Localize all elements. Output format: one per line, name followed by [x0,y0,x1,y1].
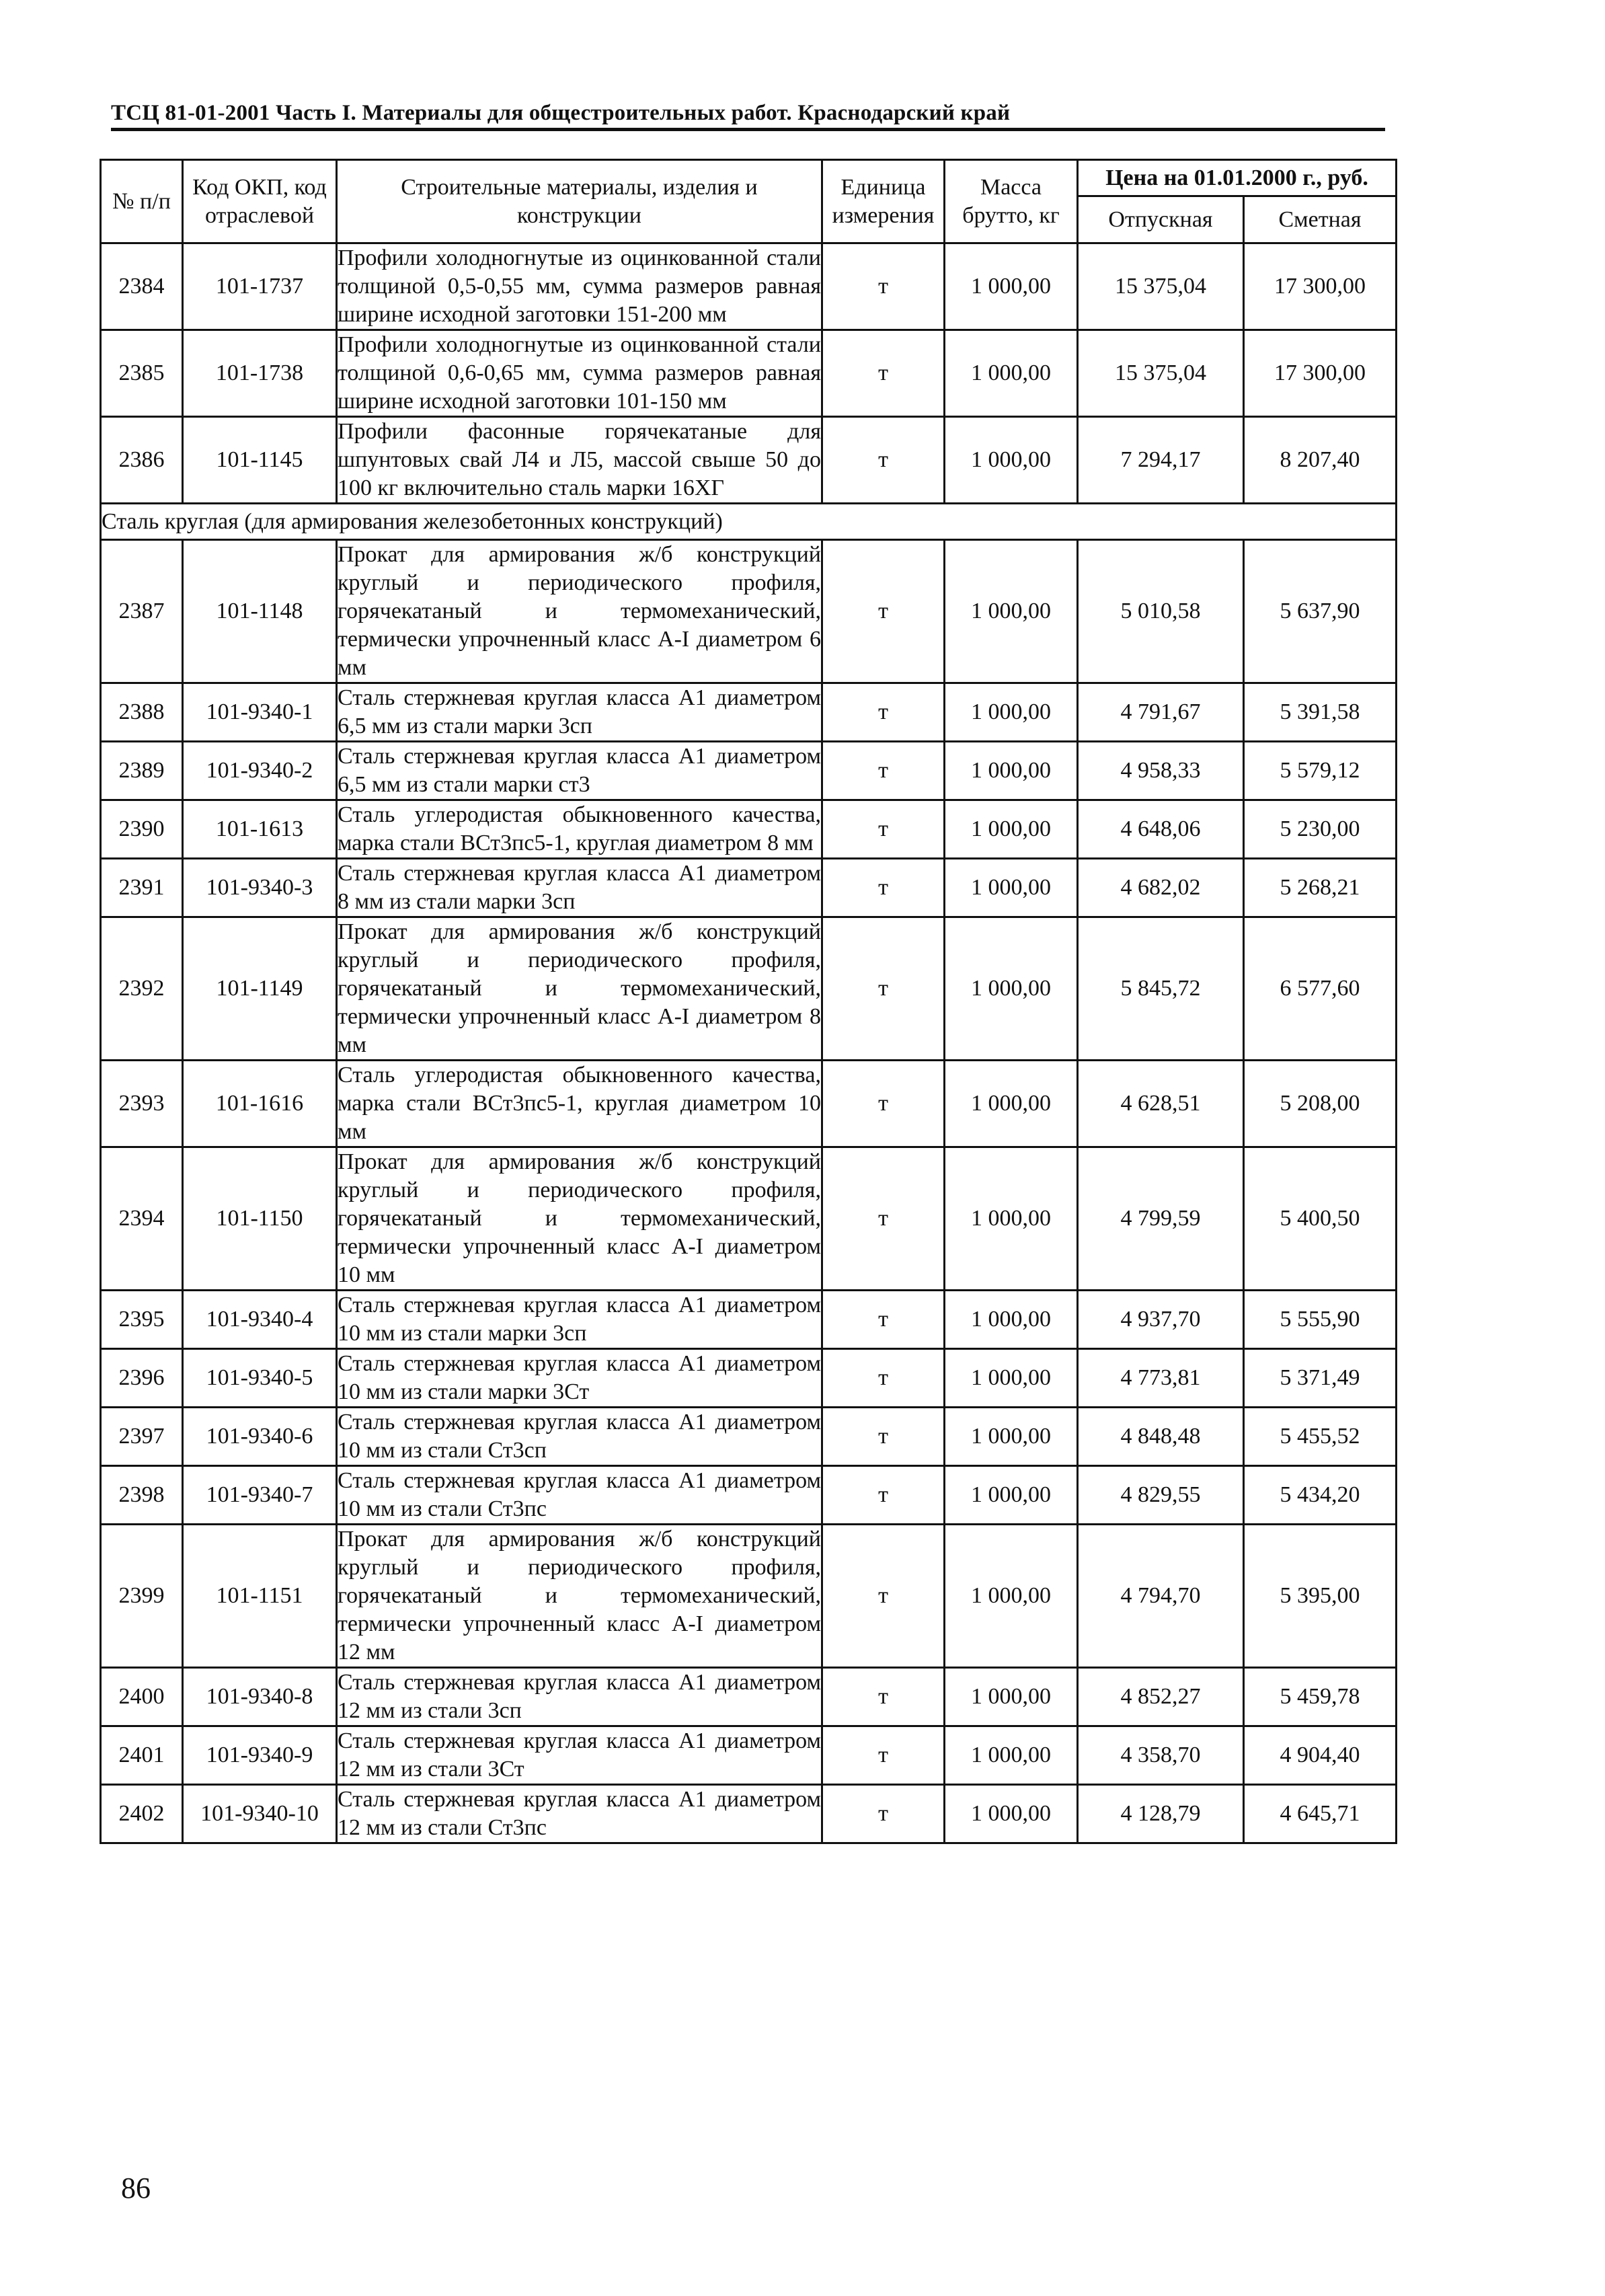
document-header-title: ТСЦ 81-01-2001 Часть I. Материалы для общестроительных работ. Краснодарский край [111,101,1011,125]
cell-num: 2397 [101,1408,183,1466]
cell-price-release: 4 799,59 [1078,1147,1244,1291]
cell-name: Сталь стержневая круглая класса А1 диаметром 6,5 мм из стали марки ст3 [337,742,822,800]
cell-num: 2384 [101,243,183,330]
cell-mass: 1 000,00 [945,742,1078,800]
cell-price-release: 4 848,48 [1078,1408,1244,1466]
cell-price-release: 5 845,72 [1078,917,1244,1061]
cell-price-estimate: 8 207,40 [1244,417,1397,504]
cell-price-estimate: 5 455,52 [1244,1408,1397,1466]
cell-price-estimate: 17 300,00 [1244,243,1397,330]
cell-name: Сталь углеродистая обыкновенного качества, марка стали ВСт3пс5-1, круглая диаметром 8 мм [337,800,822,859]
cell-unit: т [822,1668,945,1726]
cell-name: Профили холодногнутые из оцинкованной стали толщиной 0,6-0,65 мм, сумма размеров равная ширине исходной заготовки 101-150 мм [337,330,822,417]
cell-mass: 1 000,00 [945,1525,1078,1668]
col-header-name: Строительные материалы, изделия и конструкции [337,160,822,243]
cell-name: Профили холодногнутые из оцинкованной стали толщиной 0,5-0,55 мм, сумма размеров равная ширине исходной заготовки 151-200 мм [337,243,822,330]
cell-code: 101-1145 [183,417,337,504]
table-row [101,1525,1397,1668]
cell-num: 2396 [101,1349,183,1408]
cell-unit: т [822,1466,945,1525]
table-row [101,859,1397,917]
cell-mass: 1 000,00 [945,1466,1078,1525]
col-header-price-estimate: Сметная [1244,196,1397,243]
cell-mass: 1 000,00 [945,1349,1078,1408]
cell-code: 101-9340-6 [183,1408,337,1466]
cell-price-estimate: 5 208,00 [1244,1061,1397,1147]
cell-mass: 1 000,00 [945,1726,1078,1785]
cell-mass: 1 000,00 [945,1147,1078,1291]
table-row [101,1349,1397,1408]
table-row [101,683,1397,742]
cell-code: 101-9340-5 [183,1349,337,1408]
cell-mass: 1 000,00 [945,330,1078,417]
cell-price-estimate: 4 904,40 [1244,1726,1397,1785]
cell-name: Сталь стержневая круглая класса А1 диаметром 8 мм из стали марки 3сп [337,859,822,917]
cell-name: Прокат для армирования ж/б конструкций круглый и периодического профиля, горячекатаный и термомеханический, термически упрочненный класс А-I диаметром 6 мм [337,540,822,683]
cell-name: Сталь углеродистая обыкновенного качества, марка стали ВСт3пс5-1, круглая диаметром 10 мм [337,1061,822,1147]
cell-mass: 1 000,00 [945,1291,1078,1349]
table-body-top [101,243,1397,504]
cell-unit: т [822,1785,945,1843]
cell-price-estimate: 5 371,49 [1244,1349,1397,1408]
cell-name: Сталь стержневая круглая класса А1 диаметром 12 мм из стали Ст3пс [337,1785,822,1843]
cell-price-estimate: 5 391,58 [1244,683,1397,742]
cell-mass: 1 000,00 [945,1668,1078,1726]
cell-price-estimate: 5 434,20 [1244,1466,1397,1525]
cell-unit: т [822,540,945,683]
cell-code: 101-9340-7 [183,1466,337,1525]
cell-num: 2387 [101,540,183,683]
cell-num: 2393 [101,1061,183,1147]
cell-code: 101-9340-1 [183,683,337,742]
cell-name: Профили фасонные горячекатаные для шпунтовых свай Л4 и Л5, массой свыше 50 до 100 кг включительно сталь марки 16ХГ [337,417,822,504]
cell-mass: 1 000,00 [945,1785,1078,1843]
cell-unit: т [822,1349,945,1408]
cell-price-release: 4 648,06 [1078,800,1244,859]
cell-num: 2391 [101,859,183,917]
cell-num: 2395 [101,1291,183,1349]
cell-num: 2399 [101,1525,183,1668]
cell-mass: 1 000,00 [945,859,1078,917]
cell-num: 2402 [101,1785,183,1843]
cell-unit: т [822,243,945,330]
section-header-group [101,504,1397,540]
cell-price-release: 15 375,04 [1078,330,1244,417]
cell-num: 2401 [101,1726,183,1785]
cell-mass: 1 000,00 [945,917,1078,1061]
cell-num: 2389 [101,742,183,800]
cell-mass: 1 000,00 [945,800,1078,859]
cell-price-release: 4 958,33 [1078,742,1244,800]
cell-mass: 1 000,00 [945,417,1078,504]
cell-num: 2385 [101,330,183,417]
cell-unit: т [822,1291,945,1349]
cell-mass: 1 000,00 [945,243,1078,330]
cell-code: 101-9340-4 [183,1291,337,1349]
table-row [101,742,1397,800]
cell-unit: т [822,1525,945,1668]
cell-mass: 1 000,00 [945,540,1078,683]
cell-code: 101-1616 [183,1061,337,1147]
price-table [100,159,1397,1844]
cell-code: 101-9340-9 [183,1726,337,1785]
cell-price-estimate: 5 400,50 [1244,1147,1397,1291]
cell-unit: т [822,683,945,742]
cell-price-estimate: 5 555,90 [1244,1291,1397,1349]
table-row [101,1061,1397,1147]
cell-name: Прокат для армирования ж/б конструкций круглый и периодического профиля, горячекатаный и термомеханический, термически упрочненный класс А-I диаметром 10 мм [337,1147,822,1291]
cell-name: Прокат для армирования ж/б конструкций круглый и периодического профиля, горячекатаный и термомеханический, термически упрочненный класс А-I диаметром 8 мм [337,917,822,1061]
table-row [101,1785,1397,1843]
cell-num: 2388 [101,683,183,742]
cell-num: 2390 [101,800,183,859]
cell-price-release: 4 358,70 [1078,1726,1244,1785]
cell-name: Сталь стержневая круглая класса А1 диаметром 12 мм из стали 3сп [337,1668,822,1726]
cell-price-release: 4 682,02 [1078,859,1244,917]
col-header-mass: Масса брутто, кг [945,160,1078,243]
cell-code: 101-1737 [183,243,337,330]
cell-price-release: 7 294,17 [1078,417,1244,504]
cell-num: 2386 [101,417,183,504]
cell-name: Сталь стержневая круглая класса А1 диаметром 6,5 мм из стали марки 3сп [337,683,822,742]
cell-unit: т [822,330,945,417]
cell-unit: т [822,859,945,917]
cell-code: 101-1149 [183,917,337,1061]
cell-code: 101-1738 [183,330,337,417]
cell-mass: 1 000,00 [945,683,1078,742]
cell-name: Прокат для армирования ж/б конструкций круглый и периодического профиля, горячекатаный и термомеханический, термически упрочненный класс А-I диаметром 12 мм [337,1525,822,1668]
table-row [101,917,1397,1061]
cell-num: 2392 [101,917,183,1061]
table-row [101,1466,1397,1525]
cell-unit: т [822,1061,945,1147]
cell-price-release: 4 829,55 [1078,1466,1244,1525]
cell-code: 101-9340-2 [183,742,337,800]
table-row [101,1726,1397,1785]
table-row [101,417,1397,504]
cell-unit: т [822,417,945,504]
cell-num: 2394 [101,1147,183,1291]
cell-num: 2398 [101,1466,183,1525]
table-row [101,330,1397,417]
cell-price-release: 4 794,70 [1078,1525,1244,1668]
cell-code: 101-9340-3 [183,859,337,917]
cell-name: Сталь стержневая круглая класса А1 диаметром 10 мм из стали Ст3сп [337,1408,822,1466]
header-divider [111,128,1385,131]
col-header-price-group: Цена на 01.01.2000 г., руб. [1078,160,1397,196]
cell-price-estimate: 5 637,90 [1244,540,1397,683]
table-row [101,1147,1397,1291]
cell-price-release: 4 791,67 [1078,683,1244,742]
cell-name: Сталь стержневая круглая класса А1 диаметром 10 мм из стали марки 3Ст [337,1349,822,1408]
table-row [101,1408,1397,1466]
cell-price-estimate: 17 300,00 [1244,330,1397,417]
cell-name: Сталь стержневая круглая класса А1 диаметром 12 мм из стали 3Ст [337,1726,822,1785]
table-row [101,243,1397,330]
cell-price-release: 4 852,27 [1078,1668,1244,1726]
cell-code: 101-1150 [183,1147,337,1291]
cell-code: 101-1151 [183,1525,337,1668]
cell-code: 101-9340-8 [183,1668,337,1726]
cell-num: 2400 [101,1668,183,1726]
cell-unit: т [822,1726,945,1785]
cell-unit: т [822,1147,945,1291]
cell-price-estimate: 5 395,00 [1244,1525,1397,1668]
table-body-bottom [101,540,1397,1843]
cell-code: 101-1148 [183,540,337,683]
cell-code: 101-1613 [183,800,337,859]
cell-price-estimate: 5 268,21 [1244,859,1397,917]
cell-code: 101-9340-10 [183,1785,337,1843]
cell-price-release: 4 937,70 [1078,1291,1244,1349]
cell-price-estimate: 5 230,00 [1244,800,1397,859]
cell-price-estimate: 6 577,60 [1244,917,1397,1061]
cell-mass: 1 000,00 [945,1061,1078,1147]
cell-price-release: 4 773,81 [1078,1349,1244,1408]
col-header-price-release: Отпускная [1078,196,1244,243]
cell-unit: т [822,917,945,1061]
cell-unit: т [822,800,945,859]
section-title: Сталь круглая (для армирования железобетонных конструкций) [101,504,1397,540]
table-row [101,1291,1397,1349]
cell-price-release: 4 628,51 [1078,1061,1244,1147]
cell-price-release: 4 128,79 [1078,1785,1244,1843]
cell-mass: 1 000,00 [945,1408,1078,1466]
cell-price-estimate: 5 459,78 [1244,1668,1397,1726]
cell-price-release: 15 375,04 [1078,243,1244,330]
cell-unit: т [822,1408,945,1466]
cell-price-release: 5 010,58 [1078,540,1244,683]
page-number: 86 [121,2172,151,2205]
col-header-unit: Единица измерения [822,160,945,243]
table-row [101,1668,1397,1726]
cell-price-estimate: 5 579,12 [1244,742,1397,800]
table-row [101,800,1397,859]
table-row [101,540,1397,683]
cell-price-estimate: 4 645,71 [1244,1785,1397,1843]
col-header-code: Код ОКП, код отраслевой [183,160,337,243]
cell-name: Сталь стержневая круглая класса А1 диаметром 10 мм из стали Ст3пс [337,1466,822,1525]
cell-name: Сталь стержневая круглая класса А1 диаметром 10 мм из стали марки 3сп [337,1291,822,1349]
cell-unit: т [822,742,945,800]
table-head [101,160,1397,243]
col-header-num: № п/п [101,160,183,243]
